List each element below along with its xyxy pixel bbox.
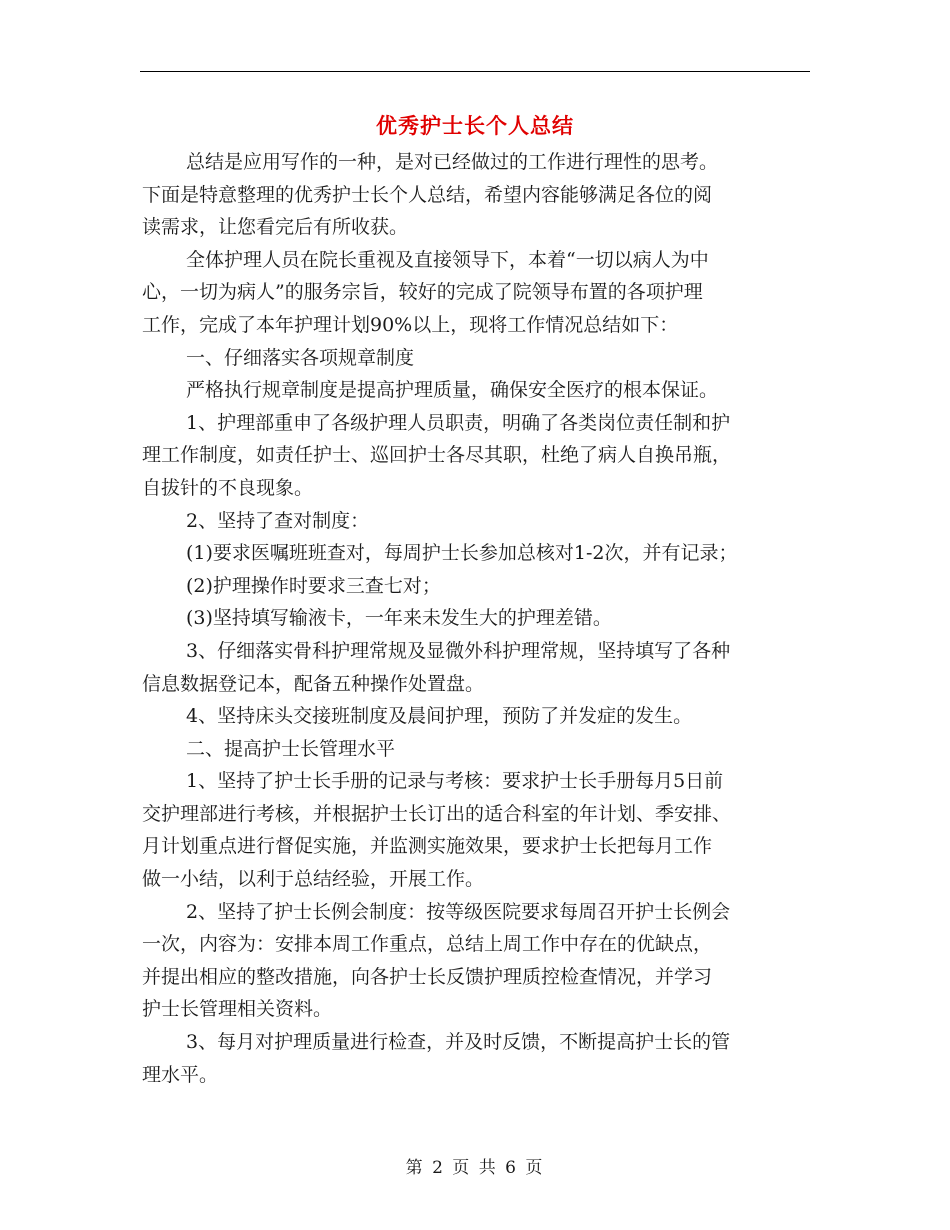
body-line: 2、坚持了护士长例会制度：按等级医院要求每周召开护士长例会 — [186, 900, 731, 923]
list-item: (3)坚持填写输液卡，一年来未发生大的护理差错。 — [186, 607, 612, 630]
list-item: (1)要求医嘱班班查对，每周护士长参加总核对1-2次，并有记录； — [186, 542, 738, 565]
body-line: 一次，内容为：安排本周工作重点，总结上周工作中存在的优缺点， — [142, 933, 713, 956]
body-line: 护士长管理相关资料。 — [142, 998, 333, 1021]
body-line: 4、坚持床头交接班制度及晨间护理，预防了并发症的发生。 — [186, 705, 693, 728]
body-line: 全体护理人员在院长重视及直接领导下，本着“一切以病人为中 — [186, 248, 709, 271]
body-line: 1、坚持了护士长手册的记录与考核：要求护士长手册每月5日前 — [186, 770, 724, 793]
list-item: (2)护理操作时要求三查七对； — [186, 574, 441, 597]
body-line: 交护理部进行考核，并根据护士长订出的适合科室的年计划、季安排、 — [142, 802, 732, 825]
body-line: 月计划重点进行督促实施，并监测实施效果，要求护士长把每月工作 — [142, 835, 713, 858]
body-line: 3、仔细落实骨科护理常规及显微外科护理常规，坚持填写了各种 — [186, 639, 731, 662]
section-heading: 一、仔细落实各项规章制度 — [186, 346, 415, 369]
document-body — [142, 146, 814, 1091]
body-line: 自拔针的不良现象。 — [142, 476, 314, 499]
body-line: 严格执行规章制度是提高护理质量，确保安全医疗的根本保证。 — [186, 379, 719, 402]
body-line: 理水平。 — [142, 1063, 219, 1086]
body-line: 信息数据登记本，配备五种操作处置盘。 — [142, 672, 485, 695]
page-number-footer: 第 2 页 共 6 页 — [405, 1158, 545, 1178]
body-line: 并提出相应的整改措施，向各护士长反馈护理质控检查情况，并学习 — [142, 965, 713, 988]
body-line: 总结是应用写作的一种，是对已经做过的工作进行理性的思考。 — [186, 151, 719, 173]
document-title: 优秀护士长个人总结 — [376, 113, 574, 138]
section-heading: 二、提高护士长管理水平 — [186, 737, 396, 760]
header-rule — [140, 71, 810, 72]
body-line: 2、坚持了查对制度： — [186, 509, 370, 532]
body-line: 下面是特意整理的优秀护士长个人总结，希望内容能够满足各位的阅 — [142, 183, 713, 206]
body-line: 理工作制度，如责任护士、巡回护士各尽其职，杜绝了病人自换吊瓶， — [142, 444, 732, 467]
body-line: 1、护理部重申了各级护理人员职责，明确了各类岗位责任制和护 — [186, 411, 731, 434]
body-line: 心，一切为病人”的服务宗旨，较好的完成了院领导布置的各项护理 — [142, 281, 703, 304]
body-line: 工作，完成了本年护理计划90%以上，现将工作情况总结如下： — [142, 313, 679, 336]
body-line: 读需求，让您看完后有所收获。 — [142, 216, 409, 239]
body-line: 做一小结，以利于总结经验，开展工作。 — [142, 868, 485, 891]
body-line: 3、每月对护理质量进行检查，并及时反馈，不断提高护士长的管 — [186, 1031, 731, 1054]
